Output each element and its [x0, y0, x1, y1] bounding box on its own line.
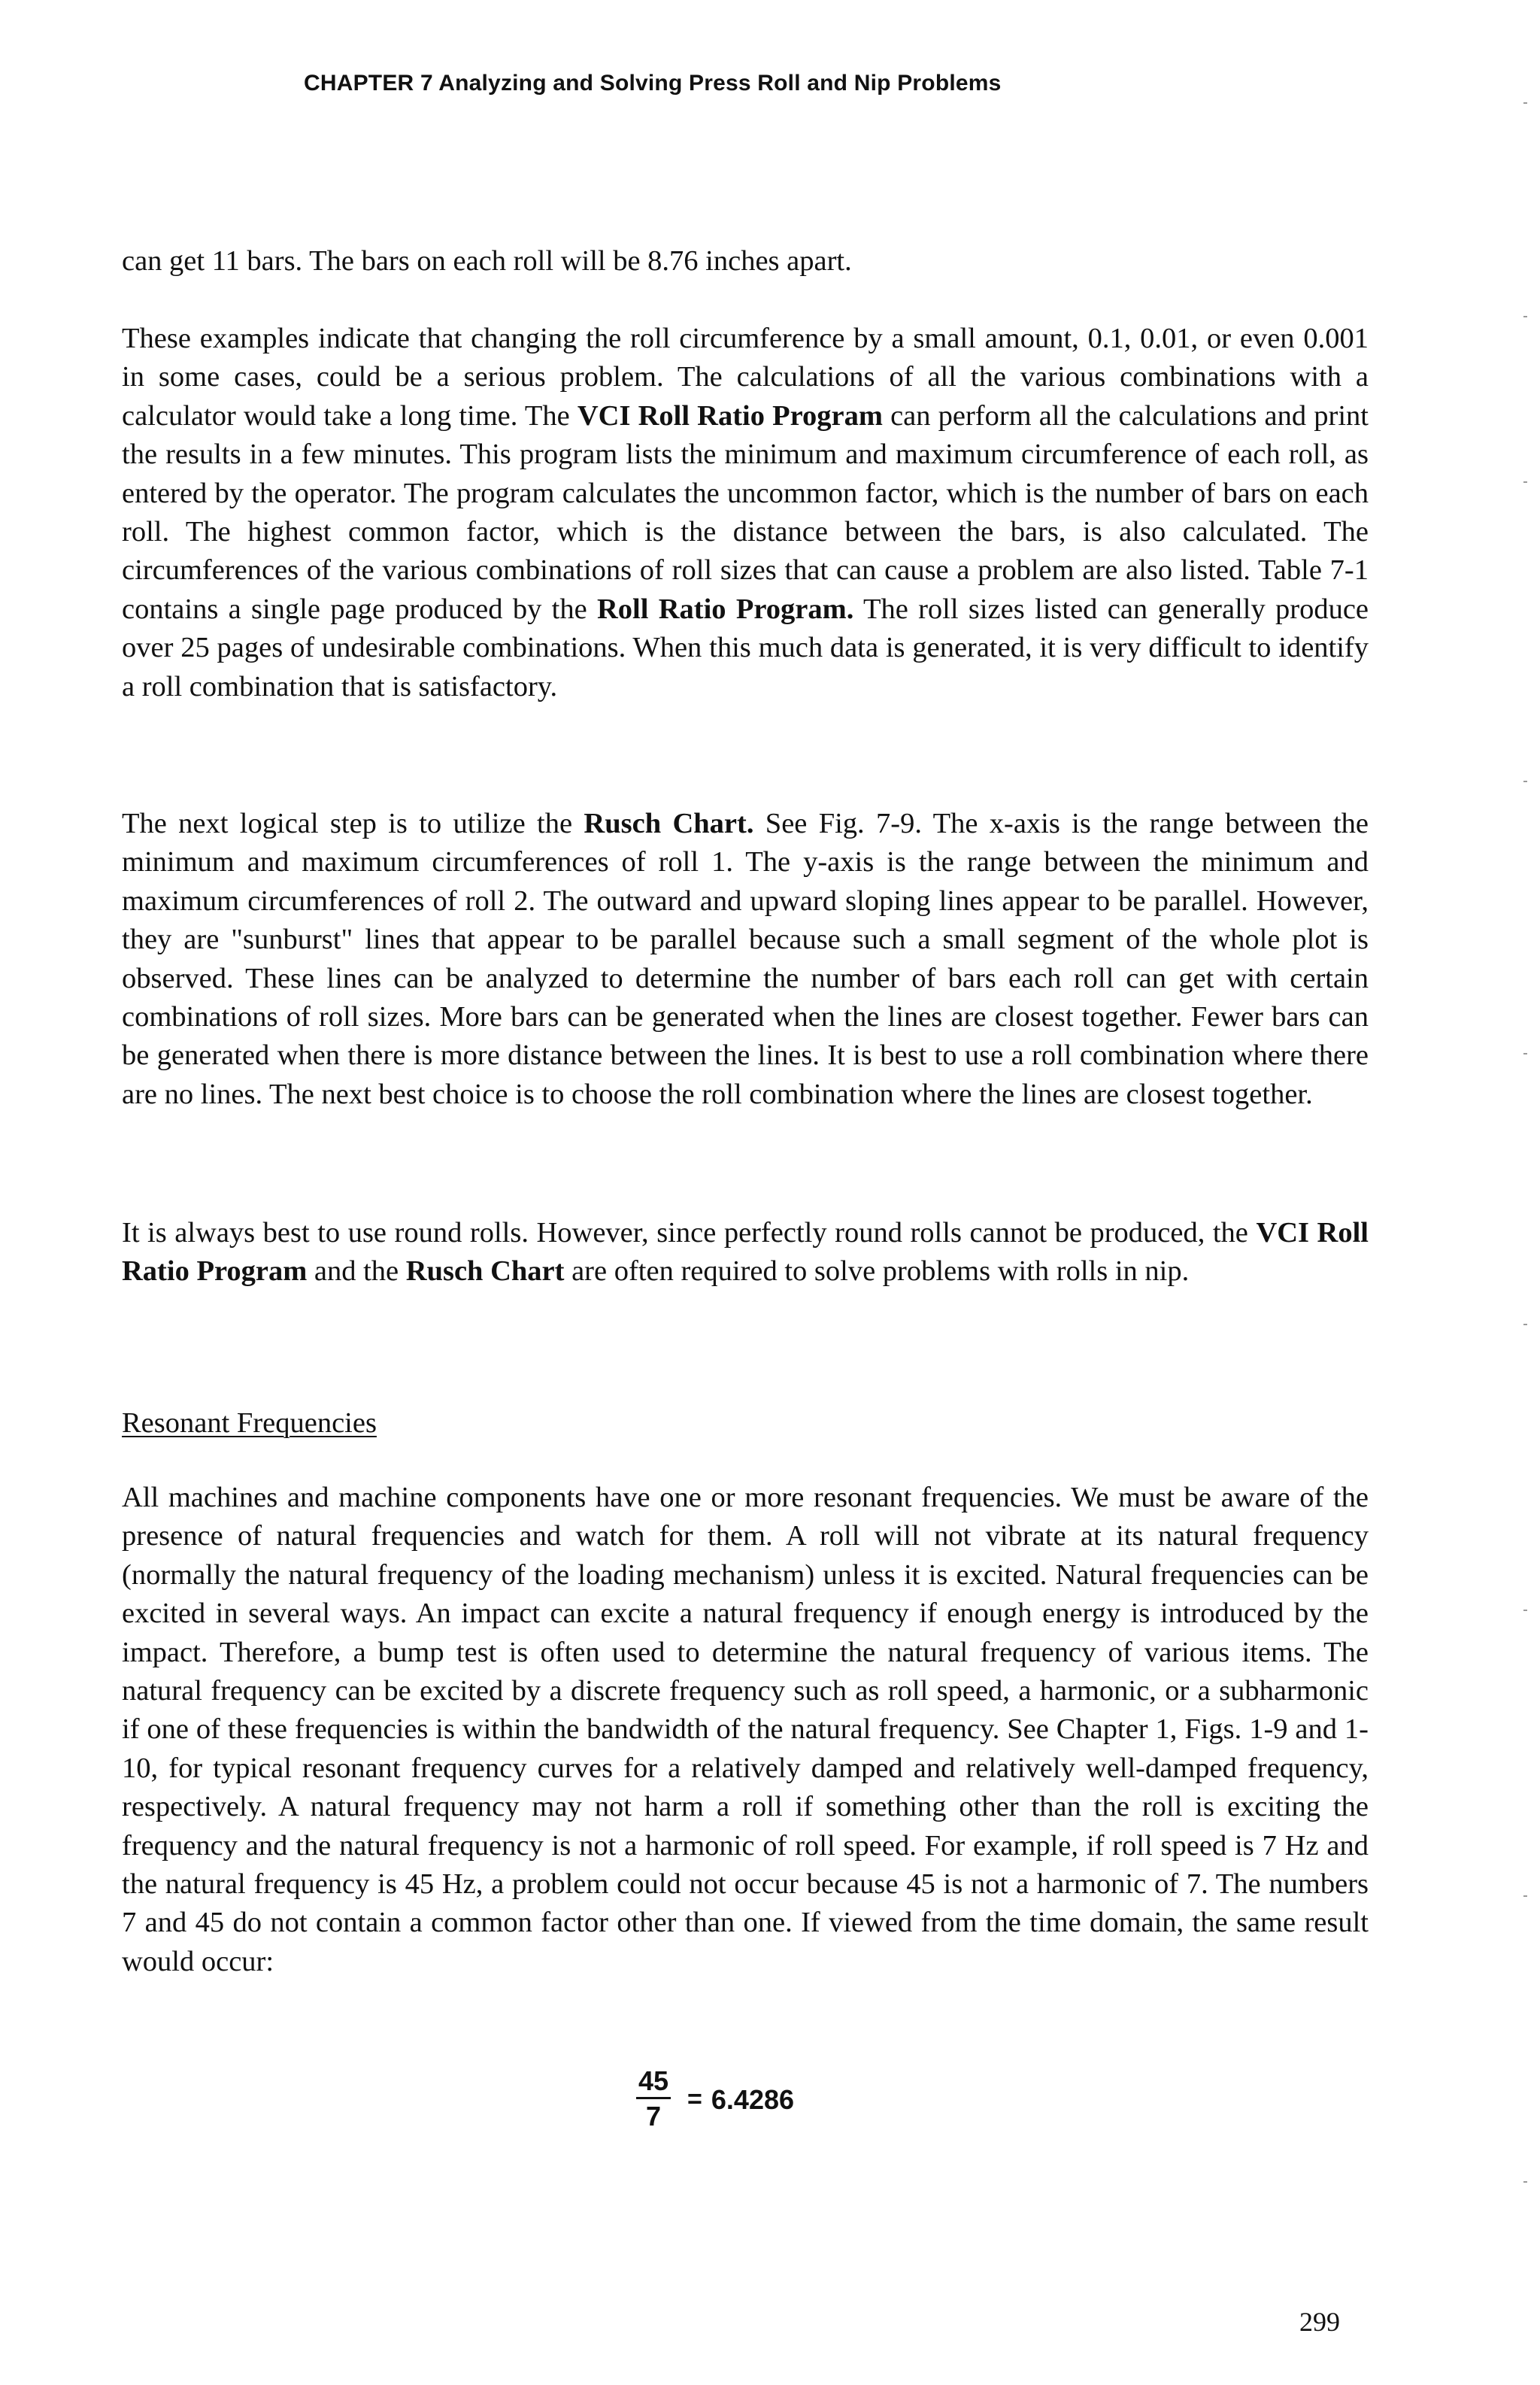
equals-sign: =	[687, 2085, 702, 2113]
running-header: CHAPTER 7 Analyzing and Solving Press Roll and Nip Problems	[304, 71, 1002, 96]
paragraph-text: See Fig. 7-9. The x-axis is the range between the minimum and maximum circumferences of roll 1. The y-axis is the range between the minimum and maximum circumferences of roll 2. The outward and upward sloping lines appear to be parallel. However, they are "sunburst" lines that appear to be parallel because such a small segment of the whole plot is observed. These lines can be analyzed to determine the number of bars each roll can get with certain combinations of roll sizes. More bars can be generated when the lines are closest together. Fewer bars can be generated when there is more distance between the lines. It is best to use a roll combination where there are no lines. The next best choice is to choose the roll combination where the lines are closest together.	[122, 808, 1369, 1110]
margin-mark	[1523, 1053, 1527, 1054]
margin-mark	[1523, 481, 1527, 483]
bold-term-rusch-chart: Rusch Chart.	[584, 808, 754, 839]
paragraph-text: All machines and machine components have one or more resonant frequencies. We must be aware of the presence of natural frequencies and watch for them. A roll will not vibrate at its natural frequency (normally the natural frequency of the loading mechanism) unless it is excited. Natural frequencies can be excited in several ways. An impact can excite a natural frequency if enough energy is introduced by the impact. Therefore, a bump test is often used to determine the natural frequency of various items. The natural frequency can be excited by a discrete frequency such as roll speed, a harmonic, or a subharmonic if one of these frequencies is within the bandwidth of the natural frequency. See Chapter 1, Figs. 1-9 and 1-10, for typical resonant frequency curves for a relatively damped and relatively well-damped frequency, respectively. A natural frequency may not harm a roll if something other than the roll is exciting the frequency and the natural frequency is not a harmonic of roll speed. For example, if roll speed is 7 Hz and the natural frequency is 45 Hz, a problem could not occur because 45 is not a harmonic of 7. The numbers 7 and 45 do not contain a common factor other than one. If viewed from the time domain, the same result would occur:	[122, 1482, 1369, 1977]
page-number: 299	[1299, 2307, 1340, 2337]
paragraph-text: The next logical step is to utilize the	[122, 808, 584, 839]
bold-term-vci-roll-ratio-program: VCI Roll Ratio Program	[122, 1217, 1369, 1288]
margin-mark	[1523, 2181, 1527, 2183]
equation	[636, 2067, 794, 2132]
margin-mark	[1523, 316, 1527, 317]
paragraph-text: and the	[307, 1255, 406, 1288]
paragraph-bars-apart	[122, 242, 1369, 281]
paragraph-text: It is always best to use round rolls. However, since perfectly round rolls cannot be produced, the	[122, 1217, 1257, 1249]
paragraph-text: can get 11 bars. The bars on each roll will be 8.76 inches apart.	[122, 245, 852, 277]
paragraph-resonant-frequencies	[122, 1479, 1369, 1981]
margin-mark	[1523, 781, 1527, 782]
fraction-numerator: 45	[636, 2067, 671, 2099]
margin-mark	[1523, 1610, 1527, 1611]
margin-mark	[1523, 1324, 1527, 1325]
paragraph-text: The roll sizes listed can generally produce over 25 pages of undesirable combinations. When this much data is generated, it is very difficult to identify a roll combination that is satisfactory.	[122, 593, 1369, 702]
paragraph-roll-ratio-program	[122, 320, 1369, 706]
paragraph-text: are often required to solve problems with rolls in nip.	[564, 1255, 1190, 1288]
bold-term-roll-ratio-program: Roll Ratio Program.	[596, 593, 854, 625]
paragraph-round-rolls	[122, 1214, 1369, 1291]
fraction	[636, 2067, 671, 2132]
fraction-denominator: 7	[646, 2101, 662, 2132]
equation-result: 6.4286	[711, 2083, 795, 2115]
margin-mark	[1523, 102, 1527, 104]
bold-term-rusch-chart: Rusch Chart	[405, 1255, 565, 1288]
paragraph-text: These examples indicate that changing the roll circumference by a small amount, 0.1, 0.01, or even 0.001 in some cases, could be a serious problem. The calculations of all the various combinations with a calculator would take a long time. The	[122, 323, 1369, 432]
section-heading-resonant-frequencies: Resonant Frequencies	[122, 1407, 377, 1439]
paragraph-rusch-chart	[122, 805, 1369, 1114]
margin-mark	[1523, 1895, 1527, 1897]
paragraph-text: can perform all the calculations and print the results in a few minutes. This program lists the minimum and maximum circumference of each roll, as entered by the operator. The program calculates the uncommon factor, which is the number of bars on each roll. The highest common factor, which is the distance between the bars, is also calculated. The circumferences of the various combinations of roll sizes that can cause a problem are also listed. Table 7-1 contains a single page produced by the	[122, 399, 1369, 625]
bold-term-vci-roll-ratio-program: VCI Roll Ratio Program	[577, 399, 883, 432]
